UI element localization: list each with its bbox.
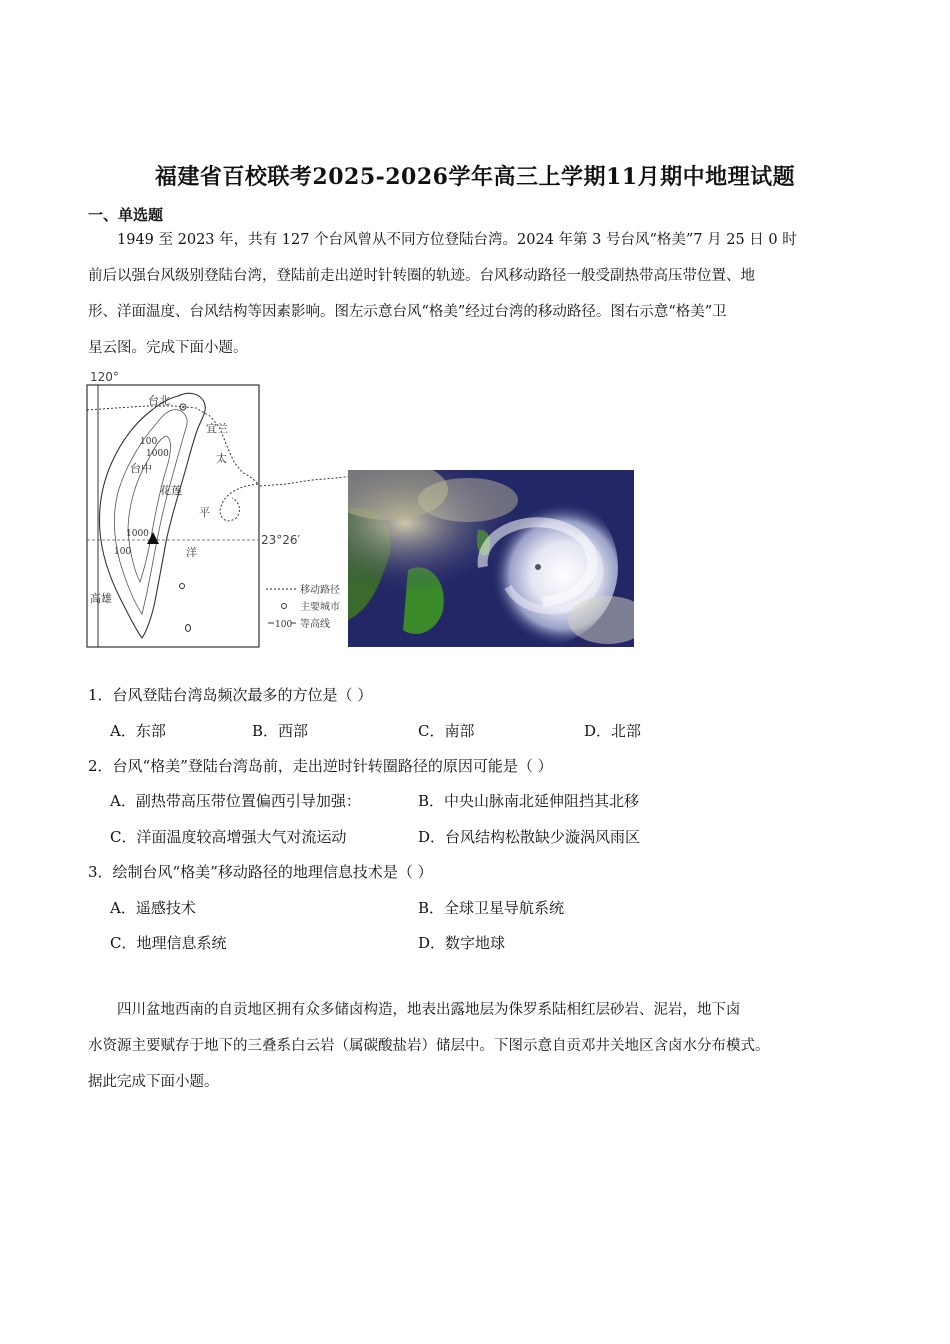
legend-contour-label: 等高线	[300, 619, 330, 630]
legend-city-symbol	[282, 604, 287, 609]
city-label: 台中	[130, 462, 152, 475]
option-2b[interactable]: B．中央山脉南北延伸阻挡其北移	[418, 792, 640, 810]
city-label: 花莲	[160, 484, 182, 497]
contour-label: 1000	[146, 449, 169, 459]
passage-line: 1949 至 2023 年，共有 127 个台风曾从不同方位登陆台湾。2024 年第 3 号台风“格美”7 月 25 日 0 时	[117, 232, 797, 248]
option-2a[interactable]: A．副热带高压带位置偏西引导加强：	[110, 792, 361, 810]
section-heading: 一、单选题	[88, 206, 164, 224]
legend-contour-sample: 100	[275, 620, 293, 630]
typhoon-eye	[535, 564, 541, 570]
contour-label: 100	[140, 437, 158, 447]
ocean-label: 太	[216, 452, 227, 465]
option-1c[interactable]: C．南部	[418, 722, 475, 740]
question-2: 2．台风“格美”登陆台湾岛前，走出逆时针转圈路径的原因可能是（ ）	[88, 757, 553, 775]
page-title: 福建省百校联考2025-2026学年高三上学期11月期中地理试题	[154, 164, 796, 190]
typhoon-path-line	[87, 406, 258, 484]
option-3b[interactable]: B．全球卫星导航系统	[418, 899, 565, 917]
passage-line: 星云图。完成下面小题。	[88, 340, 248, 356]
option-3d[interactable]: D．数字地球	[418, 934, 506, 952]
typhoon-loop	[220, 484, 258, 521]
contour-label: 100	[114, 547, 132, 557]
question-3: 3．绘制台风“格美”移动路径的地理信息技术是（ ）	[88, 863, 433, 881]
option-2c[interactable]: C．洋面温度较高增强大气对流运动	[110, 828, 347, 846]
legend-path-label: 移动路径	[300, 585, 340, 596]
option-2d[interactable]: D．台风结构松散缺少漩涡风雨区	[418, 828, 641, 846]
passage-line: 据此完成下面小题。	[88, 1074, 219, 1090]
ocean-label: 平	[199, 506, 210, 519]
option-3c[interactable]: C．地理信息系统	[110, 934, 227, 952]
island-outline	[186, 625, 191, 632]
ocean-label: 洋	[186, 546, 197, 559]
passage-line: 形、洋面温度、台风结构等因素影响。图左示意台风“格美”经过台湾的移动路径。图右示意“格美”卫	[88, 304, 727, 320]
question-1: 1．台风登陆台湾岛频次最多的方位是（ ）	[88, 686, 373, 704]
taiwan-coastline	[100, 393, 206, 638]
option-3a[interactable]: A．遥感技术	[110, 899, 196, 917]
typhoon-path-east	[260, 476, 354, 486]
city-label: 高雄	[90, 592, 112, 605]
passage-line: 前后以强台风级别登陆台湾，登陆前走出逆时针转圈的轨迹。台风移动路径一般受副热带高压带位置、地	[88, 268, 755, 284]
typhoon-path-map	[86, 366, 356, 650]
legend-city-label: 主要城市	[300, 602, 340, 613]
latitude-label: 23°26′	[261, 533, 301, 547]
option-1a[interactable]: A．东部	[110, 722, 166, 740]
longitude-label: 120°	[90, 370, 119, 384]
map-frame	[87, 385, 259, 647]
option-1b[interactable]: B．西部	[252, 722, 309, 740]
city-label: 台北	[148, 394, 170, 407]
passage-line: 水资源主要赋存于地下的三叠系白云岩（属碳酸盐岩）储层中。下图示意自贡邓井关地区含卤水分布模式。	[88, 1038, 770, 1054]
passage-line: 四川盆地西南的自贡地区拥有众多储卤构造，地表出露地层为侏罗系陆相红层砂岩、泥岩，地下卤	[117, 1002, 741, 1018]
capital-dot	[182, 406, 184, 408]
city-label: 宜兰	[206, 422, 228, 435]
city-marker	[180, 584, 185, 589]
contour-label: 1000	[126, 529, 149, 539]
satellite-cloud-image	[348, 470, 634, 647]
option-1d[interactable]: D．北部	[584, 722, 642, 740]
